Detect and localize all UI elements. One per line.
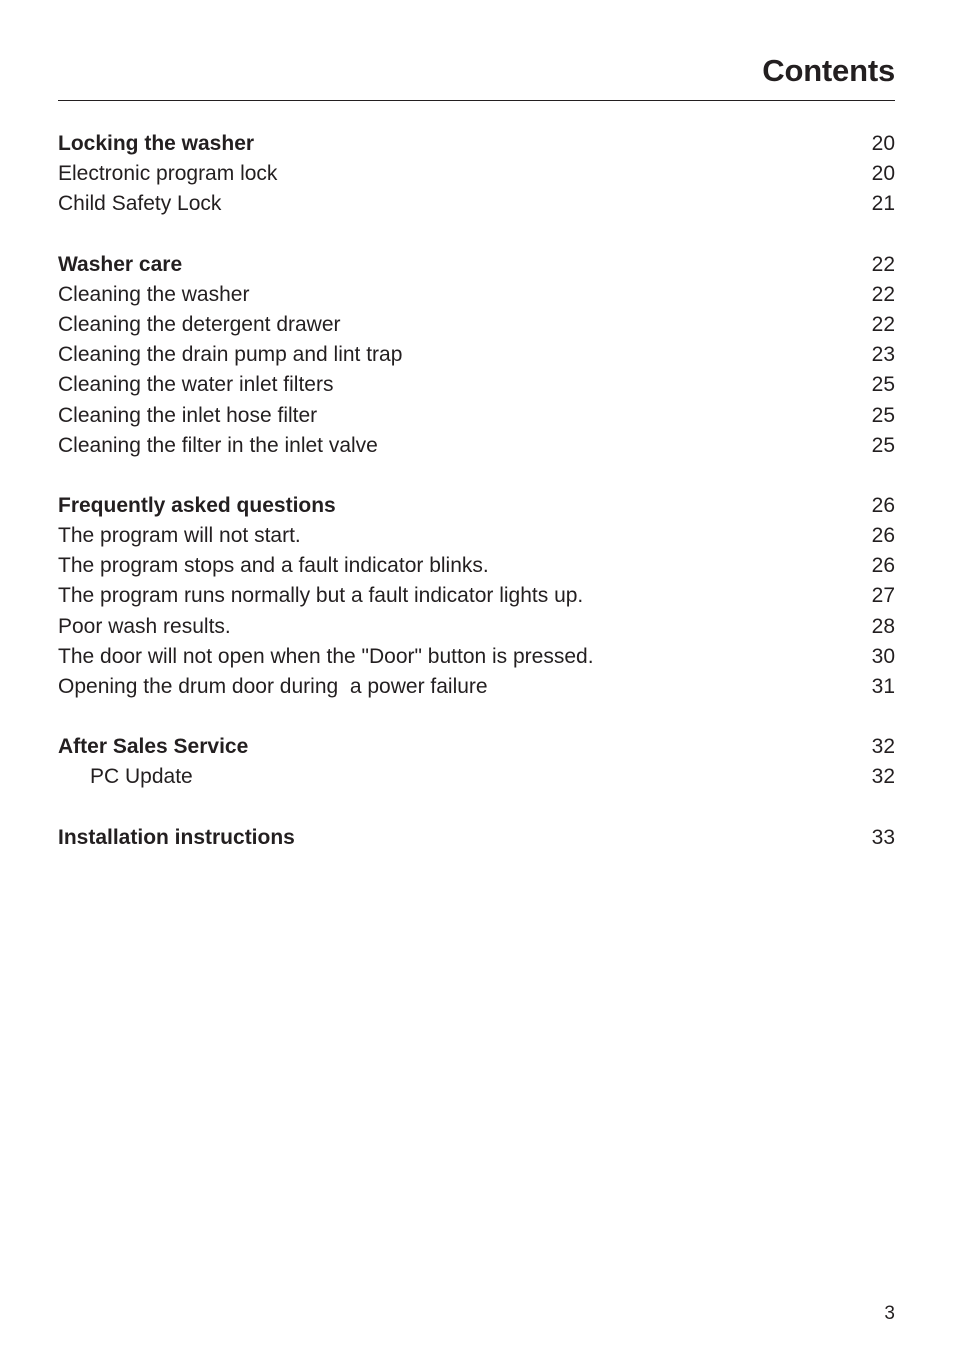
toc-entry-page: 26 [871, 524, 895, 548]
page-title: Contents [762, 53, 895, 88]
toc-entry-electronic-program-lock[interactable] [58, 159, 895, 189]
toc-entry-page: 31 [871, 675, 895, 698]
toc-section-washer-care [58, 250, 895, 461]
toc-entry-cleaning-drain-pump[interactable] [58, 340, 895, 370]
toc-entry-program-runs-fault-lights[interactable] [58, 581, 895, 611]
toc-entry-page: 25 [871, 433, 895, 457]
toc-entry-label: The program will not start. [58, 524, 301, 548]
toc-entry-page: 20 [871, 132, 895, 155]
toc-entry-installation-instructions[interactable] [58, 823, 895, 853]
toc-entry-label: Opening the drum door during a power failure [58, 675, 488, 698]
toc-entry-label: Cleaning the filter in the inlet valve [58, 433, 378, 457]
page-number: 3 [884, 1303, 895, 1324]
toc-entry-page: 25 [871, 373, 895, 397]
toc-entry-page: 22 [871, 252, 895, 276]
toc-entry-label: Washer care [58, 252, 183, 276]
toc-entry-page: 23 [871, 343, 895, 367]
toc-entry-page: 30 [871, 644, 895, 668]
toc-entry-cleaning-the-washer[interactable] [58, 280, 895, 310]
toc-entry-page: 32 [871, 735, 895, 759]
table-of-contents [58, 129, 895, 883]
toc-entry-door-will-not-open[interactable] [58, 642, 895, 672]
title-divider [58, 100, 895, 101]
toc-entry-page: 22 [871, 312, 895, 336]
toc-entry-cleaning-water-inlet-filters[interactable] [58, 370, 895, 400]
toc-entry-label: Frequently asked questions [58, 493, 336, 517]
toc-entry-page: 25 [871, 403, 895, 427]
toc-entry-cleaning-inlet-valve-filter[interactable] [58, 431, 895, 461]
toc-entry-label: After Sales Service [58, 735, 249, 759]
toc-entry-label: Locking the washer [58, 132, 255, 155]
toc-entry-page: 26 [871, 493, 895, 517]
toc-section-installation [58, 823, 895, 853]
toc-entry-label: Installation instructions [58, 825, 295, 849]
toc-entry-page: 32 [871, 765, 895, 789]
toc-entry-page: 20 [871, 162, 895, 186]
toc-entry-label: Cleaning the drain pump and lint trap [58, 343, 403, 367]
toc-entry-opening-door-power-failure[interactable] [58, 672, 895, 702]
toc-entry-page: 28 [871, 614, 895, 638]
toc-entry-cleaning-inlet-hose-filter[interactable] [58, 401, 895, 431]
toc-section-after-sales [58, 732, 895, 792]
toc-entry-page: 21 [871, 192, 895, 216]
toc-entry-page: 33 [871, 825, 895, 849]
toc-entry-poor-wash-results[interactable] [58, 612, 895, 642]
toc-entry-page: 27 [871, 584, 895, 608]
toc-entry-frequently-asked-questions[interactable] [58, 491, 895, 521]
toc-entry-page: 22 [871, 282, 895, 306]
toc-entry-label: The program runs normally but a fault indicator lights up. [58, 584, 584, 608]
toc-entry-label: The program stops and a fault indicator blinks. [58, 554, 489, 578]
toc-entry-label: Electronic program lock [58, 162, 278, 186]
toc-entry-label: Poor wash results. [58, 614, 231, 638]
toc-entry-cleaning-detergent-drawer[interactable] [58, 310, 895, 340]
toc-section-locking [58, 129, 895, 220]
toc-entry-after-sales-service[interactable] [58, 732, 895, 762]
toc-entry-label: Cleaning the detergent drawer [58, 312, 341, 336]
toc-entry-label: Cleaning the inlet hose filter [58, 403, 318, 427]
toc-entry-page: 26 [871, 554, 895, 578]
toc-entry-program-stops-fault-blinks[interactable] [58, 551, 895, 581]
toc-entry-label: Child Safety Lock [58, 192, 222, 216]
toc-entry-pc-update[interactable] [58, 762, 895, 792]
toc-entry-label: Cleaning the water inlet filters [58, 373, 334, 397]
toc-entry-program-will-not-start[interactable] [58, 521, 895, 551]
toc-entry-locking-the-washer[interactable] [58, 129, 895, 159]
toc-entry-label: The door will not open when the "Door" button is pressed. [58, 644, 594, 668]
toc-entry-washer-care[interactable] [58, 250, 895, 280]
toc-entry-label: Cleaning the washer [58, 282, 250, 306]
toc-entry-child-safety-lock[interactable] [58, 189, 895, 219]
toc-section-faq [58, 491, 895, 702]
toc-entry-label: PC Update [90, 765, 193, 789]
